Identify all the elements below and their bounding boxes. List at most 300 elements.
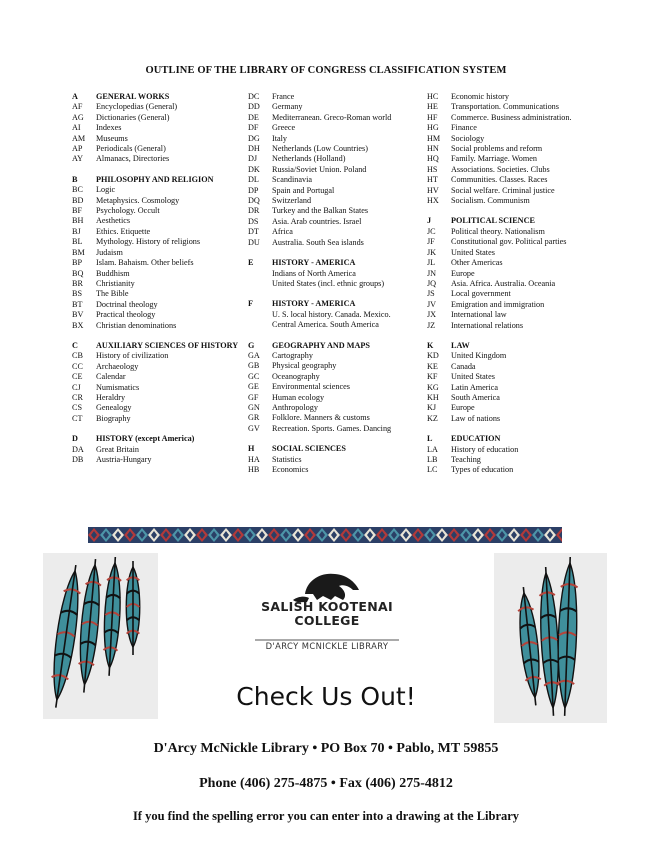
subclass-label: Asia. Africa. Australia. Oceania (451, 278, 556, 288)
subclass-row (72, 455, 247, 465)
subclass-row (427, 445, 607, 455)
subclass-code: CS (72, 403, 83, 413)
subclass-label: Buddhism (96, 268, 130, 278)
class-letter: L (427, 434, 433, 444)
subclass-row (248, 227, 426, 237)
subclass-label: Types of education (451, 465, 514, 475)
class-title: EDUCATION (451, 434, 501, 444)
classification-column-3 (427, 92, 607, 486)
subclass-row (248, 393, 426, 403)
subclass-code: DD (248, 102, 260, 112)
subclass-label: Mythology. History of religions (96, 237, 201, 247)
subclass-label: History of civilization (96, 351, 169, 361)
subclass-code: BC (72, 185, 83, 195)
subclass-label: Scandinavia (272, 175, 313, 185)
class-title: AUXILIARY SCIENCES OF HISTORY (96, 340, 239, 350)
subclass-row (72, 227, 247, 237)
subclass-row (72, 248, 247, 258)
subclass-label: Genealogy (96, 403, 132, 413)
subclass-label: Psychology. Occult (96, 206, 160, 216)
college-name-line1: SALISH KOOTENAI (261, 599, 393, 614)
subclass-code: KD (427, 351, 439, 361)
subclass-code: AG (72, 112, 84, 122)
subclass-code: JF (427, 237, 435, 247)
subclass-label: Local government (451, 289, 511, 299)
subclass-code: LC (427, 465, 438, 475)
subclass-label: Turkey and the Balkan States (272, 206, 369, 216)
subclass-label: Europe (451, 268, 475, 278)
spelling-contest-note: If you find the spelling error you can enter into a drawing at the Library (132, 809, 520, 823)
subclass-code: DU (248, 237, 260, 247)
subclass-code: JX (427, 310, 437, 320)
subclass-label: Austria-Hungary (96, 455, 152, 464)
subclass-row (248, 320, 426, 330)
subclass-row (248, 413, 426, 423)
subclass-row (427, 175, 607, 185)
subclass-label: Central America. South America (272, 320, 379, 330)
subclass-row (72, 269, 247, 279)
subclass-code: KH (427, 392, 439, 402)
subclass-row (248, 186, 426, 196)
classification-section (72, 175, 247, 331)
subclass-code: CB (72, 351, 83, 361)
subclass-code: KJ (427, 403, 437, 413)
subclass-label: Canada (451, 361, 476, 371)
subclass-code: GB (248, 361, 260, 371)
subclass-code: JN (427, 268, 437, 278)
subclass-code: DF (248, 123, 259, 133)
subclass-label: Social welfare. Criminal justice (451, 185, 555, 195)
subclass-row (427, 455, 607, 465)
classification-section (72, 92, 247, 165)
subclass-code: DA (72, 444, 84, 454)
subclass-code: LA (427, 444, 438, 454)
subclass-label: Practical theology (96, 310, 156, 320)
subclass-row (248, 238, 426, 248)
subclass-code: HA (248, 454, 260, 464)
subclass-code: BQ (72, 268, 84, 278)
subclass-row (72, 289, 247, 299)
subclass-code: HB (248, 465, 260, 474)
subclass-label: Judaism (96, 247, 123, 257)
class-title: PHILOSOPHY AND RELIGION (96, 174, 214, 184)
subclass-code: GV (248, 423, 260, 433)
subclass-label: Indians of North America (272, 268, 356, 278)
subclass-row (248, 217, 426, 227)
subclass-code: DG (248, 133, 260, 143)
subclass-label: Museums (96, 133, 128, 143)
subclass-label: Statistics (272, 454, 302, 464)
subclass-code: GF (248, 392, 259, 402)
subclass-row (427, 92, 607, 102)
subclass-row (248, 134, 426, 144)
subclass-label: International relations (451, 320, 524, 330)
subclass-label: Political theory. Nationalism (451, 226, 545, 236)
class-letter: C (72, 340, 78, 350)
subclass-row (248, 465, 426, 475)
subclass-code: BF (72, 206, 83, 216)
subclass-row (72, 362, 247, 372)
subclass-code: KF (427, 372, 438, 382)
subclass-code: DS (248, 216, 259, 226)
subclass-code: BD (72, 195, 84, 205)
subclass-code: JV (427, 299, 437, 309)
subclass-label: Emigration and immigration (451, 299, 545, 309)
subclass-code: HX (427, 196, 439, 206)
section-heading (248, 444, 426, 454)
subclass-row (427, 465, 607, 475)
subclass-label: Christian denominations (96, 320, 177, 330)
subclass-row (248, 102, 426, 112)
subclass-code: BL (72, 237, 83, 247)
subclass-code: DH (248, 144, 260, 154)
subclass-label: Dictionaries (General) (96, 112, 170, 122)
subclass-code: BV (72, 310, 84, 320)
subclass-label: Aesthetics (96, 216, 131, 226)
subclass-row (72, 102, 247, 112)
subclass-code: LB (427, 455, 438, 464)
subclass-code: KG (427, 382, 439, 392)
subclass-row (72, 216, 247, 226)
subclass-label: Latin America (451, 382, 499, 392)
subclass-label: Law of nations (451, 413, 501, 423)
subclass-row (427, 351, 607, 361)
subclass-label: Archaeology (96, 361, 139, 371)
subclass-code: CT (72, 413, 83, 423)
classification-section (72, 434, 247, 465)
subclass-code: DL (248, 175, 259, 185)
subclass-label: Mediterranean. Greco-Roman world (272, 112, 392, 122)
class-letter: A (72, 92, 78, 101)
subclass-label: South America (451, 392, 500, 402)
subclass-code: JZ (427, 320, 436, 330)
subclass-row (427, 144, 607, 154)
subclass-label: Almanacs, Directories (96, 154, 170, 164)
subclass-code: GC (248, 371, 260, 381)
section-heading (72, 434, 247, 444)
subclass-row (427, 258, 607, 268)
subclass-row (248, 165, 426, 175)
classification-section (248, 444, 426, 475)
subclass-code: JQ (427, 278, 437, 288)
subclass-label: Family. Marriage. Women (451, 154, 537, 164)
subclass-code (248, 310, 272, 320)
subclass-label: U. S. local history. Canada. Mexico. (272, 309, 391, 319)
section-heading (248, 341, 426, 351)
subclass-row (427, 123, 607, 133)
subclass-code: DP (248, 185, 259, 195)
subclass-code: HC (427, 92, 439, 101)
college-name (235, 600, 419, 628)
subclass-label: Human ecology (272, 392, 325, 402)
subclass-code: GA (248, 350, 260, 360)
subclass-code (248, 320, 272, 330)
section-heading (72, 175, 247, 185)
subclass-label: Africa (272, 227, 293, 237)
subclass-code (248, 279, 272, 289)
subclass-row (427, 165, 607, 175)
check-us-out-tagline: Check Us Out! (236, 682, 416, 711)
subclass-row (427, 289, 607, 299)
subclass-code: CC (72, 361, 83, 371)
subclass-label: Ethics. Etiquette (96, 226, 151, 236)
subclass-row (427, 300, 607, 310)
subclass-code: GN (248, 402, 260, 412)
subclass-code: DB (72, 455, 84, 464)
subclass-code: AI (72, 123, 81, 133)
subclass-row (248, 351, 426, 361)
subclass-row (248, 175, 426, 185)
subclass-code: BT (72, 299, 83, 309)
subclass-code: BP (72, 258, 83, 268)
subclass-row (72, 185, 247, 195)
subclass-label: Biography (96, 413, 131, 423)
class-title: LAW (451, 340, 470, 350)
subclass-label: Oceanography (272, 371, 320, 381)
class-title: GEOGRAPHY AND MAPS (272, 340, 370, 350)
class-letter: K (427, 340, 434, 350)
subclass-code: AF (72, 102, 83, 112)
subclass-label: History of education (451, 444, 519, 454)
subclass-label: Netherlands (Holland) (272, 154, 346, 164)
library-name: D'ARCY MCNICKLE LIBRARY (265, 641, 389, 651)
subclass-row (427, 372, 607, 382)
subclass-label: Anthropology (272, 402, 318, 412)
subclass-row (72, 258, 247, 268)
subclass-row (72, 237, 247, 247)
subclass-code: AP (72, 144, 83, 154)
subclass-row (72, 445, 247, 455)
subclass-row (72, 351, 247, 361)
subclass-row (427, 393, 607, 403)
subclass-code: HQ (427, 154, 439, 164)
subclass-label: Associations. Societies. Clubs (451, 164, 550, 174)
subclass-label: Physical geography (272, 361, 337, 371)
subclass-label: United States (incl. ethnic groups) (272, 278, 385, 288)
subclass-label: Germany (272, 102, 303, 112)
subclass-code: CR (72, 392, 83, 402)
subclass-row (72, 154, 247, 164)
subclass-label: Great Britain (96, 444, 139, 454)
classification-column-2 (248, 92, 426, 485)
subclass-label: United States (451, 247, 495, 257)
subclass-label: Metaphysics. Cosmology (96, 195, 180, 205)
library-address: D'Arcy McNickle Library • PO Box 70 • Pablo, MT 59855 (153, 741, 499, 756)
subclass-code: JC (427, 226, 436, 236)
subclass-label: Australia. South Sea islands (272, 237, 364, 247)
subclass-label: Communities. Classes. Races (451, 175, 548, 185)
subclass-row (72, 393, 247, 403)
subclass-code: BJ (72, 226, 81, 236)
subclass-row (427, 310, 607, 320)
section-heading (248, 258, 426, 268)
subclass-label: Numismatics (96, 382, 140, 392)
subclass-row (248, 196, 426, 206)
classification-section (248, 92, 426, 248)
subclass-code: DQ (248, 196, 260, 206)
subclass-code: DT (248, 227, 259, 237)
subclass-label: Folklore. Manners & customs (272, 413, 370, 423)
subclass-label: Environmental sciences (272, 382, 350, 392)
classification-section (248, 341, 426, 435)
subclass-row (427, 279, 607, 289)
subclass-label: Constitutional gov. Political parties (451, 237, 567, 247)
subclass-label: Periodicals (General) (96, 144, 166, 154)
subclass-row (72, 123, 247, 133)
class-letter: J (427, 216, 432, 226)
subclass-row (248, 361, 426, 371)
subclass-code: HF (427, 112, 438, 122)
subclass-label: Other Americas (451, 258, 503, 268)
subclass-label: Recreation. Sports. Games. Dancing (272, 423, 392, 433)
section-heading (427, 434, 607, 444)
subclass-label: Indexes (96, 123, 122, 133)
college-name-line2: COLLEGE (294, 613, 360, 628)
subclass-row (427, 113, 607, 123)
subclass-row (72, 279, 247, 289)
subclass-label: Russia/Soviet Union. Poland (272, 164, 367, 174)
classification-section (427, 434, 607, 476)
subclass-row (248, 123, 426, 133)
subclass-label: Europe (451, 403, 475, 413)
section-heading (72, 341, 247, 351)
section-heading (427, 216, 607, 226)
subclass-row (248, 154, 426, 164)
subclass-label: Heraldry (96, 392, 126, 402)
subclass-row (427, 154, 607, 164)
section-heading (427, 341, 607, 351)
subclass-label: International law (451, 310, 507, 320)
subclass-code: DJ (248, 154, 258, 164)
subclass-label: Doctrinal theology (96, 299, 158, 309)
subclass-row (72, 206, 247, 216)
subclass-code: GE (248, 382, 259, 392)
subclass-row (427, 248, 607, 258)
subclass-code (248, 269, 272, 279)
subclass-label: Teaching (451, 455, 481, 464)
subclass-code: DE (248, 112, 259, 122)
classification-section (427, 341, 607, 424)
subclass-label: Italy (272, 133, 288, 143)
library-phone-fax: Phone (406) 275-4875 • Fax (406) 275-4812 (199, 776, 453, 791)
subclass-row (427, 269, 607, 279)
subclass-row (248, 92, 426, 102)
class-letter: B (72, 174, 78, 184)
subclass-row (248, 382, 426, 392)
subclass-row (427, 196, 607, 206)
subclass-row (72, 414, 247, 424)
class-title: SOCIAL SCIENCES (272, 444, 346, 454)
classification-section (427, 92, 607, 206)
subclass-label: Spain and Portugal (272, 185, 335, 195)
subclass-code: HG (427, 123, 439, 133)
subclass-row (427, 237, 607, 247)
subclass-label: United Kingdom (451, 351, 507, 361)
class-letter: D (72, 434, 78, 444)
class-letter: H (248, 444, 255, 454)
subclass-row (248, 372, 426, 382)
subclass-label: Netherlands (Low Countries) (272, 144, 368, 154)
subclass-row (72, 113, 247, 123)
subclass-row (72, 321, 247, 331)
subclass-row (248, 424, 426, 434)
subclass-code: HN (427, 144, 439, 154)
subclass-code: JL (427, 258, 436, 268)
class-letter: E (248, 258, 254, 268)
subclass-label: Commerce. Business administration. (451, 112, 572, 122)
subclass-row (427, 186, 607, 196)
subclass-row (248, 279, 426, 289)
subclass-row (427, 403, 607, 413)
subclass-label: United States (451, 372, 495, 382)
subclass-row (72, 300, 247, 310)
subclass-code: AY (72, 154, 84, 164)
classification-section (248, 299, 426, 330)
subclass-row (427, 414, 607, 424)
subclass-row (72, 310, 247, 320)
subclass-code: DK (248, 164, 260, 174)
subclass-row (72, 196, 247, 206)
subclass-row (248, 455, 426, 465)
subclass-code: BX (72, 320, 84, 330)
classification-section (248, 258, 426, 289)
subclass-code: KE (427, 361, 438, 371)
subclass-label: Christianity (96, 278, 135, 288)
subclass-label: Cartography (272, 350, 313, 360)
subclass-label: Calendar (96, 372, 126, 382)
section-heading (72, 92, 247, 102)
subclass-code: BS (72, 289, 83, 299)
subclass-code: HE (427, 102, 438, 112)
classification-column-1 (72, 92, 247, 475)
subclass-row (427, 383, 607, 393)
decorative-beaded-band (88, 527, 562, 543)
subclass-label: Economics (272, 465, 309, 474)
subclass-code: BH (72, 216, 84, 226)
subclass-code: BM (72, 247, 85, 257)
subclass-code: DR (248, 206, 260, 216)
subclass-row (427, 134, 607, 144)
subclass-row (72, 144, 247, 154)
subclass-code: HT (427, 175, 438, 185)
class-title: HISTORY - AMERICA (272, 258, 356, 268)
subclass-code: HM (427, 133, 441, 143)
subclass-label: Encyclopedias (General) (96, 102, 178, 112)
subclass-code: HS (427, 164, 438, 174)
classification-section (72, 341, 247, 424)
subclass-label: Economic history (451, 92, 509, 101)
subclass-row (72, 403, 247, 413)
subclass-label: France (272, 92, 295, 101)
subclass-label: Finance (451, 123, 477, 133)
subclass-row (72, 134, 247, 144)
subclass-row (248, 403, 426, 413)
subclass-row (427, 362, 607, 372)
subclass-row (248, 269, 426, 279)
subclass-label: Socialism. Communism (451, 196, 530, 206)
section-heading (248, 299, 426, 309)
subclass-row (248, 144, 426, 154)
subclass-label: Islam. Bahaism. Other beliefs (96, 258, 194, 268)
subclass-label: Asia. Arab countries. Israel (272, 216, 362, 226)
subclass-code: AM (72, 133, 86, 143)
subclass-code: JK (427, 247, 437, 257)
subclass-code: CJ (72, 382, 81, 392)
subclass-label: Greece (272, 123, 296, 133)
subclass-label: Sociology (451, 133, 485, 143)
subclass-label: Transportation. Communications (451, 102, 559, 112)
subclass-label: Logic (96, 185, 116, 195)
